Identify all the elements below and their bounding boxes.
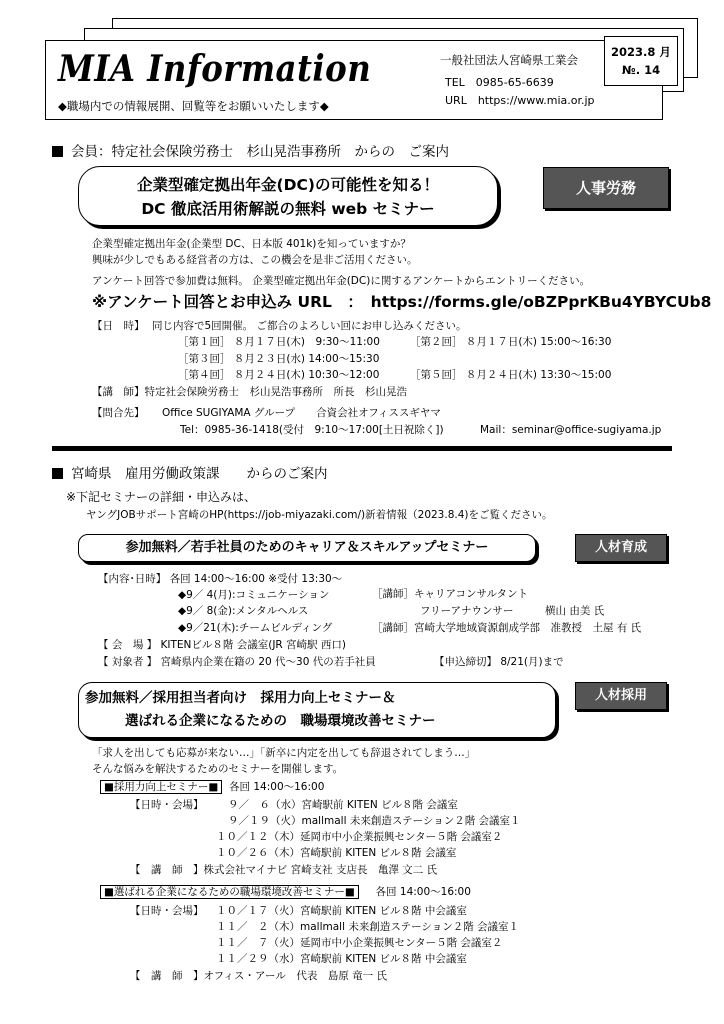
seminar1-title-box: 参加無料／若手社員のためのキャリア＆スキルアップセミナー <box>78 534 536 562</box>
seminar2-title-line1: 参加無料／採用担当者向け 採用力向上セミナー＆ <box>85 690 396 706</box>
part2-time: 各回 14:00～16:00 <box>375 886 471 898</box>
part2-row: １１／ ２（木）mallmall 未来創造ステーション２階 会議室１ <box>216 921 520 933</box>
section1-apply-url[interactable]: ※アンケート回答とお申込み URL ： https://forms.gle/oBZPprKBu4YBYCUb8 <box>92 293 712 311</box>
part2-lecturer: 【 講 師 】オフィス・アール 代表 島原 竜一 氏 <box>130 970 387 982</box>
session-item: ［第２回］ ８月１７日(木) 15:00～16:30 <box>410 336 612 348</box>
seminar1-schedule: 【内容･日時】 各回 14:00～16:00 ※受付 13:30～ <box>98 573 343 585</box>
seminar1-lecturer: ［講師］キャリアコンサルタント <box>372 588 529 600</box>
organization-name: 一般社団法人宮崎県工業会 <box>440 53 578 67</box>
section1-survey-note: アンケート回答で参加費は無料。 企業型確定拠出年金(DC)に関するアンケートからエントリーください。 <box>92 275 591 287</box>
contact-tel: Tel：0985-36-1418(受付 9:10～17:00[土日祝除く]) <box>180 424 444 436</box>
organization-tel: TEL 0985-65-6639 <box>445 76 554 89</box>
part1-row: ９／１９（火）mallmall 未来創造ステーション２階 会議室１ <box>228 815 521 827</box>
seminar1-target: 【 対象者 】 宮崎県内企業在籍の 20 代～30 代の若手社員 <box>98 656 376 668</box>
organization-url: URL https://www.mia.or.jp <box>445 94 595 107</box>
seminar1-venue: 【 会 場 】 KITENビル８階 会議室(JR 宮崎駅 西口) <box>98 639 346 651</box>
part2-label: ■選ばれる企業になるための職場環境改善セミナー■ <box>100 885 359 899</box>
seminar2-title-line2: 選ばれる企業になるための 職場環境改善セミナー <box>125 713 436 729</box>
part1-row: １０／２６（木）宮崎駅前 KITEN ビル８階 会議室 <box>216 847 457 859</box>
seminar2-intro2: そんな悩みを解決するためのセミナーを開催します。 <box>92 763 344 775</box>
session-item: ［第５回］ ８月２４日(木) 13:30～15:00 <box>410 369 612 381</box>
square-bullet-icon <box>52 146 63 157</box>
section1-intro1: 企業型確定拠出年金(企業型 DC、日本版 401k)を知っていますか？ <box>92 238 411 250</box>
session-item: ［第４回］ ８月２４日(木) 10:30～12:00 <box>178 369 380 381</box>
section1-lecturer: 【講 師】特定社会保険労務士 杉山晃浩事務所 所長 杉山晃浩 <box>92 386 407 398</box>
section1-title-line2: DC 徹底活用術解説の無料 web セミナー <box>141 200 435 218</box>
issue-number: №. 14 <box>621 63 661 77</box>
circulation-note: ◆職場内での情報展開、回覧等をお願いいたします◆ <box>58 99 329 113</box>
schedule-note: 同じ内容で5回開催。 ご都合のよろしい回にお申し込みください。 <box>152 320 467 332</box>
part1-header <box>100 779 324 794</box>
seminar1-item: ◆9／21(木):チームビルディング <box>178 622 333 634</box>
issue-date: 2023.8 月 <box>611 45 671 59</box>
contact-mail[interactable]: Mail：seminar@office-sugiyama.jp <box>480 424 662 436</box>
seminar1-lecturer: ［講師］宮崎大学地域資源創成学部 准教授 土屋 有 氏 <box>372 622 642 634</box>
part2-schedule-label: 【日時・会場】 <box>130 905 204 917</box>
seminar1-deadline: 【申込締切】 8/21(月)まで <box>434 656 564 668</box>
category-tag-recruitment: 人材採用 <box>575 682 667 710</box>
part1-row: ９／ ６（水）宮崎駅前 KITEN ビル８階 会議室 <box>228 799 458 811</box>
part1-label: ■採用力向上セミナー■ <box>100 780 222 794</box>
part2-row: １１／２９（水）宮崎駅前 KITEN ビル８階 中会議室 <box>216 953 467 965</box>
part1-time: 各回 14:00～16:00 <box>229 781 325 793</box>
section1-title-line1: 企業型確定拠出年金(DC)の可能性を知る！ <box>137 176 439 194</box>
part1-lecturer: 【 講 師 】株式会社マイナビ 宮崎支社 支店長 亀澤 文二 氏 <box>130 864 438 876</box>
section-divider <box>52 446 672 451</box>
category-tag-development: 人材育成 <box>575 534 667 562</box>
part2-row: １１／ ７（火）延岡市中小企業振興センター５階 会議室２ <box>216 937 503 949</box>
session-item: ［第１回］ ８月１７日(木) 9:30～11:00 <box>178 336 380 348</box>
part1-row: １０／１２（木）延岡市中小企業振興センター５階 会議室２ <box>216 831 503 843</box>
seminar2-title-box <box>78 682 556 738</box>
square-bullet-icon <box>52 468 63 479</box>
seminar1-item: ◆9／ 8(金):メンタルヘルス <box>178 605 309 617</box>
newsletter-title: MIA Information <box>58 48 372 90</box>
section2-note1: ※下記セミナーの詳細・申込みは、 <box>66 490 257 504</box>
contact-org: Office SUGIYAMA グループ 合資会社オフィススギヤマ <box>162 407 441 419</box>
section1-intro2: 興味が少しでもある経営者の方は、この機会を是非ご活用ください。 <box>92 254 418 266</box>
contact-label: 【問合先】 <box>92 407 145 419</box>
issue-badge <box>604 36 678 86</box>
section2-heading: 宮崎県 雇用労働政策課 からのご案内 <box>52 462 328 482</box>
section2-note2[interactable]: ヤングJOBサポート宮崎のHP(https://job-miyazaki.com/)新着情報（2023.8.4)をご覧ください。 <box>86 509 553 521</box>
section1-title-box <box>78 166 498 226</box>
section1-heading: 会員：特定社会保険労務士 杉山晃浩事務所 からの ご案内 <box>52 140 449 160</box>
seminar1-lecturer: フリーアナウンサー 横山 由美 氏 <box>420 605 605 617</box>
session-item: ［第３回］ ８月２３日(水) 14:00～15:30 <box>178 353 380 365</box>
part2-row: １０／１７（火）宮崎駅前 KITEN ビル８階 中会議室 <box>216 905 467 917</box>
part2-header <box>100 884 471 899</box>
seminar1-item: ◆9／ 4(月):コミュニケーション <box>178 589 330 601</box>
schedule-label: 【日 時】 <box>92 320 145 332</box>
part1-schedule-label: 【日時・会場】 <box>130 799 204 811</box>
category-tag-hr: 人事労務 <box>543 167 669 209</box>
seminar2-intro1: 「求人を出しても応募が来ない…」「新卒に内定を出しても辞退されてしまう…」 <box>92 747 476 759</box>
